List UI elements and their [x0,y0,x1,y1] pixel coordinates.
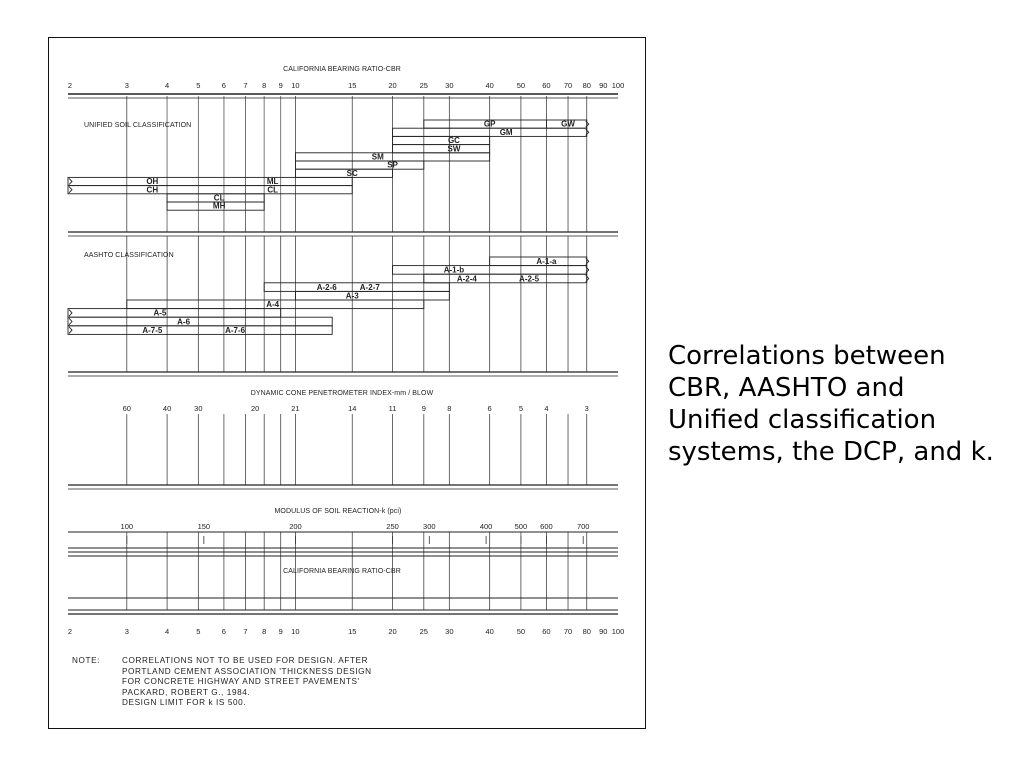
aashto-band-label: A-6 [177,317,191,327]
dcp-tick: 3 [584,404,589,413]
cbr-top-title: CALIFORNIA BEARING RATIO-CBR [283,66,401,73]
cbr-top-tick: 60 [542,81,551,90]
k-tick: 300 [423,522,436,531]
aashto-open-end-mark [69,310,72,317]
cbr-bottom-tick: 10 [291,627,300,636]
unified-band [295,169,392,177]
cbr-bottom-title: CALIFORNIA BEARING RATIO-CBR [283,568,401,575]
unified-band-label: GP [483,119,496,129]
aashto-band-label: A-2-6 [316,282,337,292]
cbr-bottom-tick: 50 [516,627,526,636]
unified-band-label: SC [346,168,358,178]
note-line: PORTLAND CEMENT ASSOCIATION 'THICKNESS DESIGN [122,666,372,676]
aashto-band-label: A-2-4 [456,274,477,284]
cbr-bottom-tick: 6 [221,627,226,636]
cbr-top-tick: 30 [445,81,454,90]
k-tick: 400 [479,522,493,531]
k-tick: 250 [386,522,399,531]
aashto-open-end-mark [69,327,72,334]
k-tick: 500 [514,522,528,531]
aashto-band [264,283,449,292]
unified-band-label: GC [447,136,460,146]
cbr-top-tick: 25 [419,81,428,90]
cbr-top-tick: 90 [599,81,608,90]
cbr-top-tick: 50 [516,81,526,90]
aashto-band-label: A-7-6 [225,325,246,335]
note-line: DESIGN LIMIT FOR k IS 500. [122,698,247,707]
cbr-top-tick: 8 [262,81,267,90]
aashto-band-label: A-5 [153,308,167,318]
dcp-tick: 4 [544,404,549,413]
aashto-band-label: A-1-b [443,265,465,275]
aashto-band-label: A-2-7 [359,282,380,292]
unified-section-title: UNIFIED SOIL CLASSIFICATION [84,122,192,129]
dcp-tick: 5 [518,404,523,413]
cbr-top-tick: 10 [291,81,300,90]
note-line: CORRELATIONS NOT TO BE USED FOR DESIGN. AFTER [122,656,369,665]
section-rules [68,94,618,614]
cbr-top-tick: 100 [611,81,625,90]
unified-open-end-mark [69,178,72,184]
unified-band [393,145,490,153]
unified-band-label: SW [447,144,461,154]
note-line: FOR CONCRETE HIGHWAY AND STREET PAVEMENTS' [122,677,360,686]
dcp-tick: 60 [122,404,131,413]
cbr-top-tick: 40 [485,81,494,90]
unified-band-label: MH [212,201,226,211]
dcp-tick: 40 [162,404,172,413]
unified-band [68,186,352,194]
k-tick: 100 [120,522,134,531]
aashto-band-label: A-7-5 [142,325,163,335]
cbr-bottom-tick: 40 [485,627,494,636]
aashto-open-end-mark [586,267,589,274]
unified-band-label: SP [387,160,398,170]
unified-open-end-mark [586,121,589,127]
dcp-tick: 20 [250,404,260,413]
unified-band-label: GM [499,127,513,137]
unified-band-label: CL [213,193,225,203]
cbr-top-tick: 4 [165,81,170,90]
note-text [122,656,372,709]
aashto-band [68,309,281,318]
unified-band-label: CL [267,185,279,195]
unified-band-label: CH [146,185,159,195]
dcp-tick: 8 [447,404,452,413]
cbr-bottom-tick: 25 [419,627,428,636]
dcp-tick: 21 [291,404,300,413]
dcp-tick: 11 [388,404,397,413]
unified-band-label: SM [371,152,384,162]
dcp-tick: 30 [194,404,203,413]
aashto-band-label: A-2-5 [519,274,540,284]
cbr-bottom-tick: 80 [582,627,591,636]
k-tick: 600 [540,522,553,531]
classification-bands [68,120,589,335]
unified-band [295,161,423,169]
unified-band [393,136,490,144]
cbr-bottom-tick: 5 [196,627,201,636]
diagram-labels [68,66,624,636]
aashto-band-label: A-4 [266,300,280,310]
cbr-bottom-tick: 90 [599,627,608,636]
dcp-section-title: DYNAMIC CONE PENETROMETER INDEX-mm / BLOW [250,390,434,397]
k-tick: 200 [289,522,302,531]
aashto-band-label: A-1-a [536,257,557,267]
unified-band-label: GW [561,119,575,129]
figure-caption: Correlations between CBR, AASHTO and Unified classification systems, the DCP, and k. [668,341,994,467]
cbr-bottom-tick: 9 [278,627,283,636]
note-line: PACKARD, ROBERT G., 1984. [122,687,251,697]
aashto-band [295,291,449,300]
cbr-bottom-tick: 2 [67,627,73,636]
dcp-tick: 6 [487,404,492,413]
cbr-top-tick: 7 [243,81,248,90]
cbr-bottom-tick: 15 [348,627,357,636]
cbr-top-tick: 20 [388,81,397,90]
aashto-band [424,274,587,283]
cbr-bottom-tick: 100 [611,627,625,636]
cbr-bottom-tick: 70 [563,627,573,636]
k-tick: 150 [197,522,211,531]
aashto-section-title: AASHTO CLASSIFICATION [84,252,174,259]
cbr-top-tick: 6 [221,81,226,90]
cbr-top-tick: 15 [348,81,357,90]
aashto-band-label: A-3 [345,291,359,301]
cbr-top-tick: 5 [196,81,201,90]
aashto-open-end-mark [69,318,72,325]
aashto-open-end-mark [586,275,589,282]
k-tick: 700 [576,522,590,531]
cbr-top-tick: 3 [124,81,129,90]
dcp-tick: 14 [348,404,357,413]
cbr-bottom-tick: 8 [262,627,267,636]
cbr-top-tick: 9 [278,81,283,90]
dcp-tick: 9 [421,404,426,413]
unified-band-label: ML [266,177,279,187]
unified-band-label: OH [146,177,159,187]
cbr-top-tick: 2 [67,81,73,90]
cbr-bottom-tick: 20 [388,627,397,636]
unified-open-end-mark [69,187,72,193]
cbr-bottom-tick: 30 [445,627,454,636]
cbr-bottom-tick: 3 [124,627,129,636]
cbr-top-tick: 70 [563,81,573,90]
cbr-top-tick: 80 [582,81,591,90]
aashto-band [68,326,332,335]
cbr-bottom-tick: 7 [243,627,248,636]
aashto-band [68,317,332,326]
k-section-title: MODULUS OF SOIL REACTION-k (pci) [274,508,402,515]
unified-band [68,177,352,185]
note-label: NOTE: [72,656,101,665]
cbr-bottom-tick: 4 [165,627,170,636]
unified-open-end-mark [586,129,589,135]
cbr-bottom-tick: 60 [542,627,551,636]
aashto-open-end-mark [586,258,589,265]
